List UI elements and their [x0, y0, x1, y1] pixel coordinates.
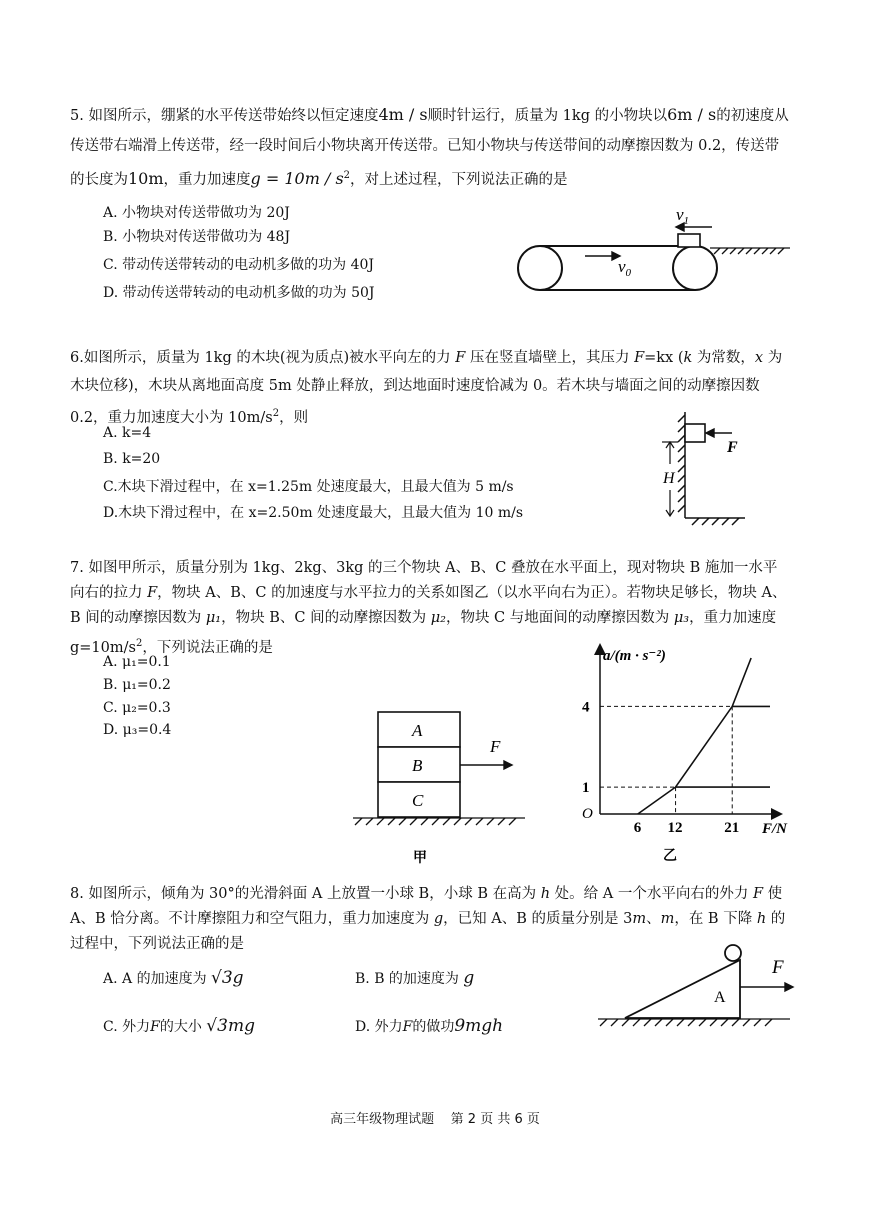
q7-stem-a: 7. 如图甲所示，质量分别为 1kg、2kg、3kg 的三个物块 A、B、C 叠放在水平面上，现对物块 B 施加一水平向右的拉力: [70, 560, 778, 601]
q5-g-expr: g = 10m / s: [250, 168, 344, 188]
q8-stem-c: 使 A、B 恰分离。不计摩擦阻力和空气阻力，重力加速度为: [70, 886, 783, 927]
x-tick-label-21: 21: [724, 820, 740, 836]
q5-option-d[interactable]: D. 带动传送带转动的电动机多做的功为 50J: [103, 285, 375, 301]
q7-g-exp: 2: [135, 638, 143, 649]
q6-option-d[interactable]: D.木块下滑过程中，在 x=2.50m 处速度最大，且最大值为 10 m/s: [103, 505, 524, 521]
q7-fig-yi-label: 乙: [663, 849, 677, 864]
q8-stem-a: 8. 如图所示，倾角为 30°的光滑斜面 A 上放置一小球 B，小球 B 在高为: [70, 886, 541, 902]
q5-v-belt: 4m / s: [378, 105, 428, 124]
q8-m2: m: [660, 911, 675, 927]
q6-stem-b: 压在竖直墙壁上，其压力: [465, 350, 635, 366]
q8-option-d[interactable]: [355, 1015, 503, 1038]
q6-F: F: [455, 350, 466, 366]
q5-length: 10m: [128, 168, 164, 188]
q5-option-c[interactable]: C. 带动传送带转动的电动机多做的功为 40J: [103, 257, 374, 273]
q8-option-b[interactable]: [355, 967, 474, 990]
q6-wall-figure: [650, 410, 760, 530]
q6-x: x: [754, 350, 764, 366]
q6-block: [685, 424, 705, 442]
q5-stem-c: 的初速度从传送带右端滑上传送带，经一段时间后小物块离开传送带。已知小物块与传送带间的动摩擦因数为 0.2，传送带的长度为: [70, 108, 789, 188]
q5-stem-a: 如图所示，绷紧的水平传送带始终以恒定速度: [88, 108, 379, 124]
q7-stem-e: ，重力加速度 g=10m/s: [70, 610, 777, 656]
q8-h: h: [540, 886, 551, 902]
series-line-0: [638, 658, 751, 814]
q7-stem-c: ，物块 B、C 间的动摩擦因数为: [221, 610, 431, 626]
q6-stem-e: 为木块位移)，木块从离地面高度 5m 处静止释放，到达地面时速度恰减为 0。若木块与墙面之间的动摩擦因数 0.2，重力加速度大小为 10m/s: [70, 350, 783, 426]
q7-mu2: μ₂: [430, 610, 446, 626]
q6-F-eq: F: [634, 350, 645, 366]
q7-mu3: μ₃: [673, 610, 690, 626]
footer-title: 高三年级物理试题: [330, 1112, 435, 1127]
y-tick-label-4: 4: [582, 699, 590, 716]
q8-g: g: [433, 911, 444, 927]
q8-option-c[interactable]: [103, 1015, 255, 1038]
q7-label-a: A: [412, 721, 423, 740]
q7-fig-jia-label: 甲: [413, 851, 427, 866]
q8-stem-b: 处。给 A 一个水平向右的外力: [550, 886, 753, 902]
q7-label-b: B: [412, 756, 423, 775]
q8-incline-figure: [590, 940, 810, 1035]
q6-stem-a: 6.如图所示，质量为 1kg 的木块(视为质点)被水平向左的力: [70, 350, 456, 366]
q8-opt-c-text: C. 外力: [103, 1019, 151, 1035]
q8-stem-g: 的过程中，下列说法正确的是: [70, 911, 786, 952]
q5-conveyor-figure: [510, 200, 800, 300]
q5-g-exp: 2: [343, 170, 351, 181]
q6-option-c[interactable]: C.木块下滑过程中，在 x=1.25m 处速度最大，且最大值为 5 m/s: [103, 479, 514, 495]
q7-option-d[interactable]: D. μ₃=0.4: [103, 722, 172, 738]
chart-origin-label: O: [582, 806, 593, 822]
q6-option-a[interactable]: A. k=4: [103, 425, 152, 441]
q7-option-a[interactable]: A. μ₁=0.1: [103, 654, 171, 670]
q8-option-a[interactable]: [103, 967, 244, 990]
y-tick-label-1: 1: [582, 780, 590, 797]
q6-option-b[interactable]: B. k=20: [103, 451, 161, 467]
q7-mu1: μ₁: [205, 610, 222, 626]
q8-stem-f: ，在 B 下降: [674, 911, 757, 927]
q6-k: k: [683, 350, 693, 366]
page-footer: [0, 1108, 870, 1127]
q8-opt-c-value: √3mg: [206, 1016, 255, 1036]
q5-ground-hatch: [710, 248, 790, 254]
q7-option-c[interactable]: C. μ₂=0.3: [103, 700, 171, 716]
q8-opt-d-text-b: 的做功: [412, 1019, 455, 1035]
q5-v-block: 6m / s: [667, 105, 717, 124]
q6-g-exp: 2: [272, 408, 280, 419]
q6-stem-f: ，则: [279, 409, 309, 426]
q8-fig-F: F: [772, 957, 784, 978]
q8-force-arrow: [740, 983, 793, 991]
q8-F: F: [752, 886, 764, 902]
q5-stem-e: ，对上述过程，下列说法正确的是: [350, 171, 568, 188]
q8-opt-d-text: D. 外力: [355, 1019, 403, 1035]
q8-h2: h: [756, 911, 767, 927]
q8-opt-b-text: B. B 的加速度为: [355, 971, 459, 987]
q6-force-arrow: [706, 429, 732, 437]
q5-v0-label: $v_0$: [618, 257, 632, 279]
q7-ground-hatch: [353, 818, 525, 825]
q7-stem-b: ，物块 A、B、C 的加速度与水平拉力的关系如图乙（以水平向右为正）。若物块足够长，物块 A、B 间的动摩擦因数为: [70, 585, 787, 626]
q5-stem-b: 顺时针运行，质量为 1kg 的小物块以: [427, 108, 668, 124]
q7-stem-f: ，下列说法正确的是: [142, 639, 273, 656]
footer-page: 第 2 页 共 6 页: [450, 1112, 540, 1127]
q7-fig-F: F: [490, 737, 501, 756]
v1-arrow: [676, 223, 712, 231]
v0-arrow: [585, 252, 620, 260]
q5-option-b[interactable]: B. 小物块对传送带做功为 48J: [103, 229, 291, 245]
q7-chart-yi: [570, 638, 795, 873]
q7-force-arrow: [460, 761, 512, 769]
q7-F: F: [147, 585, 158, 601]
q5-block: [678, 234, 700, 247]
q8-opt-c-text-b: 的大小: [159, 1019, 202, 1035]
q8-ground-hatch: [598, 1019, 790, 1026]
q8-opt-d-value: 9mgh: [454, 1016, 504, 1036]
x-tick-label-12: 12: [667, 820, 683, 836]
q8-ball-b: [725, 945, 741, 961]
q5-stem-d: ，重力加速度: [163, 171, 251, 188]
q7-figure-jia: [345, 700, 545, 870]
q8-opt-b-value: g: [463, 968, 475, 988]
q6-fig-H: H: [663, 470, 675, 487]
q8-opt-d-F: F: [402, 1019, 413, 1035]
chart-y-label: a/(m · s⁻²): [603, 648, 666, 664]
x-tick-label-6: 6: [633, 820, 642, 836]
q5-number: 5.: [70, 108, 84, 124]
q8-stem-d: ，已知 A、B 的质量分别是 3: [443, 911, 633, 927]
q6-fig-F: F: [727, 439, 738, 456]
q7-option-b[interactable]: B. μ₁=0.2: [103, 677, 171, 693]
q7-stem-d: ，物块 C 与地面间的动摩擦因数为: [445, 610, 674, 626]
q8-opt-c-F: F: [150, 1019, 160, 1035]
q5-v1-label: $v_1$: [676, 205, 690, 227]
chart-x-label: F/N: [762, 821, 788, 837]
question-5-stem: [70, 100, 790, 195]
q8-m1: m: [632, 911, 647, 927]
q5-option-a[interactable]: A. 小物块对传送带做功为 20J: [103, 205, 290, 221]
q8-stem-e: 、: [646, 911, 661, 927]
q8-opt-a-value: √3g: [211, 968, 244, 988]
q8-fig-A: A: [714, 989, 726, 1006]
q6-stem-d: 为常数，: [692, 350, 755, 366]
q8-opt-a-text: A. A 的加速度为: [103, 971, 207, 987]
q6-stem-c: =kx (: [644, 350, 684, 366]
q7-label-c: C: [412, 791, 424, 810]
